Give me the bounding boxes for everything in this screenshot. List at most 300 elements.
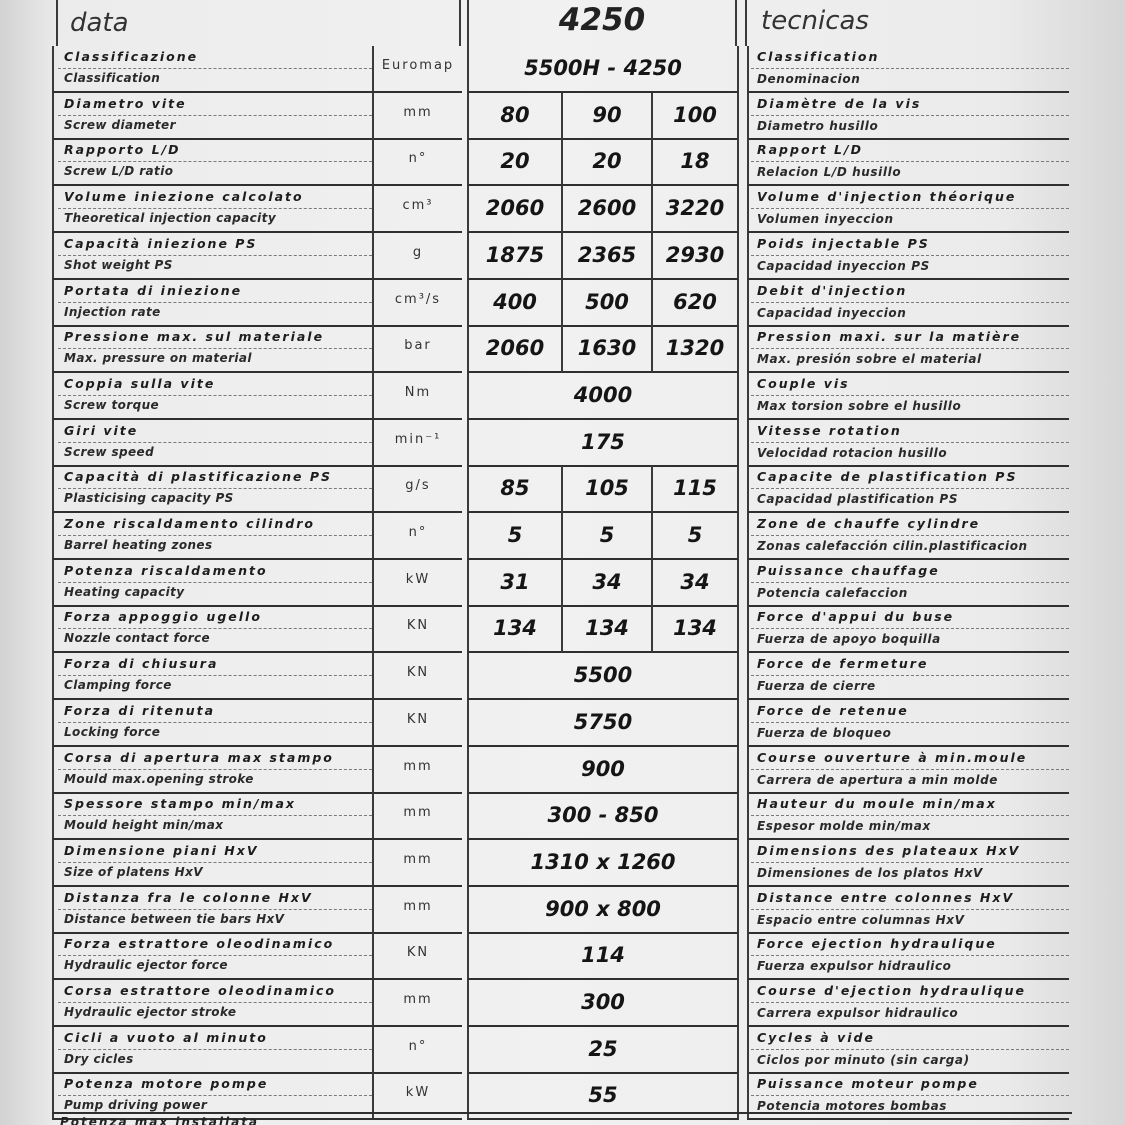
label-italian: Diametro vite bbox=[64, 95, 187, 111]
label-english: Shot weight PS bbox=[64, 257, 173, 272]
spec-label-fr-es bbox=[747, 793, 1069, 840]
label-english: Screw torque bbox=[64, 397, 160, 412]
spec-row bbox=[0, 513, 1125, 560]
label-english: Screw L/D ratio bbox=[64, 164, 174, 179]
spec-label-it-en bbox=[52, 1027, 372, 1074]
spec-label-it-en bbox=[52, 747, 372, 794]
unit-label: bar bbox=[404, 338, 432, 354]
dotted-divider bbox=[751, 955, 1069, 956]
label-italian: Giri vite bbox=[64, 422, 139, 438]
label-spanish: Carrera expulsor hidraulico bbox=[757, 1006, 959, 1020]
unit-cell bbox=[372, 887, 462, 934]
dotted-divider bbox=[58, 302, 372, 303]
unit-label: g/s bbox=[405, 478, 431, 494]
spec-row bbox=[0, 700, 1125, 747]
spec-row bbox=[0, 887, 1125, 934]
spec-value: 20 bbox=[500, 149, 530, 174]
spec-value: 90 bbox=[592, 102, 622, 127]
label-spanish: Max. presión sobre el material bbox=[757, 352, 982, 367]
dotted-divider bbox=[751, 348, 1069, 349]
header-right-title: tecnicas bbox=[761, 6, 869, 36]
label-italian: Capacità iniezione PS bbox=[64, 235, 258, 251]
dotted-divider bbox=[751, 395, 1069, 396]
label-italian: Classificazione bbox=[64, 49, 199, 64]
dotted-divider bbox=[751, 208, 1069, 209]
dotted-divider bbox=[751, 909, 1069, 910]
spec-value: 5 bbox=[599, 523, 615, 547]
spec-value: 85 bbox=[500, 476, 530, 501]
dotted-divider bbox=[751, 68, 1069, 69]
label-italian: Pressione max. sul materiale bbox=[64, 329, 325, 345]
value-cell bbox=[467, 606, 561, 653]
value-cell bbox=[467, 653, 739, 700]
spec-label-it-en bbox=[52, 887, 372, 934]
unit-label: mm bbox=[403, 992, 433, 1007]
spec-label-fr-es bbox=[747, 513, 1069, 560]
label-spanish: Capacidad plastification PS bbox=[757, 492, 959, 507]
header-model bbox=[467, 0, 737, 46]
dotted-divider bbox=[751, 535, 1069, 536]
dotted-divider bbox=[751, 582, 1069, 583]
value-cell bbox=[651, 280, 739, 327]
spec-row bbox=[0, 933, 1125, 980]
spec-value: 134 bbox=[673, 616, 717, 641]
label-spanish: Velocidad rotacion husillo bbox=[757, 445, 948, 460]
unit-cell bbox=[372, 513, 462, 560]
value-cell bbox=[467, 326, 561, 373]
dotted-divider bbox=[751, 442, 1069, 443]
label-italian: Dimensione piani HxV bbox=[64, 842, 259, 858]
dotted-divider bbox=[751, 161, 1069, 162]
spec-label-fr-es bbox=[747, 606, 1069, 653]
label-italian: Capacità di plastificazione PS bbox=[64, 469, 333, 485]
value-cell bbox=[467, 280, 561, 327]
label-spanish: Fuerza expulsor hidraulico bbox=[757, 959, 952, 974]
model-number: 4250 bbox=[558, 2, 646, 38]
spec-value: 1875 bbox=[485, 242, 545, 267]
spec-value: 34 bbox=[592, 569, 622, 594]
spec-label-fr-es bbox=[747, 560, 1069, 607]
label-french: Classification bbox=[757, 49, 880, 64]
spec-label-fr-es bbox=[747, 840, 1069, 887]
label-english: Dry cicles bbox=[64, 1051, 134, 1066]
label-french: Course d'ejection hydraulique bbox=[757, 983, 1027, 998]
spec-value: 134 bbox=[585, 616, 629, 641]
dotted-divider bbox=[58, 68, 372, 69]
spec-label-fr-es bbox=[747, 933, 1069, 980]
label-spanish: Ciclos por minuto (sin carga) bbox=[757, 1052, 970, 1067]
value-cell bbox=[651, 139, 739, 186]
dotted-divider bbox=[58, 955, 372, 956]
spec-value: 2060 bbox=[485, 196, 545, 221]
spec-row bbox=[0, 373, 1125, 420]
value-cell bbox=[467, 560, 561, 607]
dotted-divider bbox=[58, 115, 372, 116]
dotted-divider bbox=[58, 1049, 372, 1050]
spec-label-it-en bbox=[52, 980, 372, 1027]
label-english: Theoretical injection capacity bbox=[64, 211, 277, 226]
label-spanish: Capacidad inyeccion bbox=[757, 305, 907, 320]
label-spanish: Carrera de apertura a min molde bbox=[757, 772, 998, 787]
label-french: Puissance moteur pompe bbox=[757, 1076, 979, 1092]
value-cell bbox=[467, 420, 739, 467]
unit-label: KN bbox=[406, 665, 430, 681]
label-spanish: Max torsion sobre el husillo bbox=[757, 398, 962, 413]
dotted-divider bbox=[751, 1095, 1069, 1096]
footer-partial-row bbox=[52, 1112, 1072, 1125]
value-cell bbox=[467, 980, 739, 1027]
label-italian: Portata di iniezione bbox=[64, 282, 243, 298]
unit-label: min⁻¹ bbox=[394, 431, 442, 447]
spec-value: 400 bbox=[493, 289, 537, 314]
label-english: Screw speed bbox=[64, 444, 155, 459]
spec-value: 115 bbox=[673, 476, 717, 501]
unit-cell bbox=[372, 46, 462, 93]
dotted-divider bbox=[751, 302, 1069, 303]
spec-label-fr-es bbox=[747, 93, 1069, 140]
label-spanish: Diametro husillo bbox=[757, 118, 879, 133]
unit-label: kW bbox=[405, 1085, 431, 1101]
unit-label: mm bbox=[403, 898, 433, 914]
value-cell bbox=[467, 933, 739, 980]
dotted-divider bbox=[751, 115, 1069, 116]
dotted-divider bbox=[58, 442, 372, 443]
label-french: Vitesse rotation bbox=[757, 422, 902, 438]
unit-cell bbox=[372, 840, 462, 887]
spec-value: 620 bbox=[673, 289, 717, 314]
spec-label-it-en bbox=[52, 466, 372, 513]
label-italian: Cicli a vuoto al minuto bbox=[64, 1029, 268, 1045]
spec-label-fr-es bbox=[747, 326, 1069, 373]
spec-value: 31 bbox=[500, 569, 530, 594]
unit-cell bbox=[372, 420, 462, 467]
label-english: Size of platens HxV bbox=[64, 864, 203, 879]
spec-label-it-en bbox=[52, 93, 372, 140]
value-cell bbox=[467, 93, 561, 140]
value-cell bbox=[651, 606, 739, 653]
spec-label-it-en bbox=[52, 606, 372, 653]
unit-cell bbox=[372, 93, 462, 140]
spec-label-it-en bbox=[52, 840, 372, 887]
unit-cell bbox=[372, 700, 462, 747]
dotted-divider bbox=[58, 161, 372, 162]
label-french: Course ouverture à min.moule bbox=[757, 749, 1028, 765]
spec-row bbox=[0, 186, 1125, 233]
spec-label-fr-es bbox=[747, 280, 1069, 327]
unit-label: Nm bbox=[404, 384, 432, 400]
spec-row bbox=[0, 840, 1125, 887]
spec-value: 80 bbox=[500, 102, 530, 127]
label-french: Cycles à vide bbox=[757, 1029, 875, 1045]
value-cell bbox=[467, 139, 561, 186]
dotted-divider bbox=[58, 488, 372, 489]
spec-label-fr-es bbox=[747, 653, 1069, 700]
value-cell bbox=[467, 793, 739, 840]
spec-row bbox=[0, 980, 1125, 1027]
label-italian: Potenza motore pompe bbox=[64, 1076, 269, 1092]
label-english: Injection rate bbox=[64, 304, 161, 319]
label-italian: Spessore stampo min/max bbox=[64, 796, 296, 812]
value-cell bbox=[651, 93, 739, 140]
label-spanish: Fuerza de cierre bbox=[757, 679, 876, 694]
dotted-divider bbox=[58, 675, 372, 676]
unit-label: n° bbox=[408, 151, 428, 167]
dotted-divider bbox=[751, 675, 1069, 676]
dotted-divider bbox=[751, 255, 1069, 256]
unit-cell bbox=[372, 747, 462, 794]
spec-label-it-en bbox=[52, 139, 372, 186]
label-italian: Corsa estrattore oleodinamico bbox=[64, 983, 336, 998]
label-english: Nozzle contact force bbox=[64, 631, 211, 646]
label-italian: Forza di chiusura bbox=[64, 656, 219, 672]
unit-label: Euromap bbox=[381, 58, 455, 73]
spec-row bbox=[0, 420, 1125, 467]
spec-value: 34 bbox=[680, 569, 710, 594]
unit-label: KN bbox=[406, 711, 430, 727]
label-italian: Forza appoggio ugello bbox=[64, 609, 262, 625]
spec-value: 300 bbox=[581, 990, 625, 1014]
spec-label-it-en bbox=[52, 700, 372, 747]
spec-value: 20 bbox=[592, 149, 622, 174]
spec-value: 55 bbox=[588, 1083, 618, 1108]
label-french: Hauteur du moule min/max bbox=[757, 796, 997, 812]
spec-row bbox=[0, 793, 1125, 840]
spec-label-fr-es bbox=[747, 466, 1069, 513]
spec-row bbox=[0, 560, 1125, 607]
label-spanish: Dimensiones de los platos HxV bbox=[757, 865, 983, 880]
spec-row bbox=[0, 46, 1125, 93]
label-french: Diamètre de la vis bbox=[757, 95, 922, 111]
value-cell bbox=[467, 186, 561, 233]
unit-cell bbox=[372, 606, 462, 653]
value-cell bbox=[467, 1027, 739, 1074]
label-english: Hydraulic ejector force bbox=[64, 958, 228, 973]
unit-label: cm³/s bbox=[394, 291, 442, 307]
dotted-divider bbox=[58, 722, 372, 723]
spec-label-it-en bbox=[52, 280, 372, 327]
spec-value: 3220 bbox=[665, 196, 725, 221]
dotted-divider bbox=[58, 862, 372, 863]
spec-value: 900 bbox=[581, 756, 625, 781]
dotted-divider bbox=[58, 208, 372, 209]
label-italian: Rapporto L/D bbox=[64, 142, 181, 158]
label-french: Zone de chauffe cylindre bbox=[757, 516, 981, 531]
spec-label-fr-es bbox=[747, 1027, 1069, 1074]
value-cell bbox=[651, 513, 739, 560]
label-english: Heating capacity bbox=[64, 584, 185, 599]
value-cell bbox=[561, 93, 651, 140]
label-french: Force de retenue bbox=[757, 702, 909, 718]
label-french: Dimensions des plateaux HxV bbox=[757, 842, 1021, 858]
value-cell bbox=[561, 466, 651, 513]
value-cell bbox=[561, 513, 651, 560]
dotted-divider bbox=[751, 488, 1069, 489]
unit-cell bbox=[372, 373, 462, 420]
value-cell bbox=[561, 139, 651, 186]
label-english: Pump driving power bbox=[64, 1098, 208, 1113]
spec-label-it-en bbox=[52, 326, 372, 373]
spec-value: 900 x 800 bbox=[545, 896, 661, 921]
label-french: Distance entre colonnes HxV bbox=[757, 889, 1015, 905]
spec-value: 2930 bbox=[665, 242, 725, 267]
value-cell bbox=[561, 606, 651, 653]
label-italian: Coppia sulla vite bbox=[64, 375, 216, 391]
unit-label: KN bbox=[406, 945, 430, 961]
value-cell bbox=[561, 326, 651, 373]
dotted-divider bbox=[751, 722, 1069, 723]
dotted-divider bbox=[58, 255, 372, 256]
label-spanish: Denominacion bbox=[757, 72, 861, 86]
spec-value: 5500H - 4250 bbox=[524, 56, 682, 80]
value-cell bbox=[467, 887, 739, 934]
label-english: Hydraulic ejector stroke bbox=[64, 1005, 237, 1019]
spec-row bbox=[0, 280, 1125, 327]
spec-value: 4000 bbox=[573, 382, 633, 407]
spec-value: 25 bbox=[588, 1036, 618, 1061]
spec-label-fr-es bbox=[747, 46, 1069, 93]
footer-partial-label: Potenza max installata bbox=[60, 1115, 260, 1125]
spec-value: 300 - 850 bbox=[547, 803, 659, 828]
label-french: Puissance chauffage bbox=[757, 562, 940, 578]
spec-label-fr-es bbox=[747, 747, 1069, 794]
dotted-divider bbox=[58, 395, 372, 396]
label-english: Clamping force bbox=[64, 678, 172, 693]
spec-label-fr-es bbox=[747, 887, 1069, 934]
label-french: Debit d'injection bbox=[757, 282, 908, 298]
label-french: Force d'appui du buse bbox=[757, 609, 955, 625]
label-french: Force de fermeture bbox=[757, 656, 929, 672]
label-french: Volume d'injection théorique bbox=[757, 189, 1017, 205]
spec-label-fr-es bbox=[747, 420, 1069, 467]
value-cell bbox=[467, 700, 739, 747]
label-english: Max. pressure on material bbox=[64, 351, 252, 366]
unit-cell bbox=[372, 466, 462, 513]
label-spanish: Capacidad inyeccion PS bbox=[757, 258, 930, 273]
spec-label-it-en bbox=[52, 793, 372, 840]
spec-label-it-en bbox=[52, 420, 372, 467]
spec-value: 1320 bbox=[665, 336, 725, 361]
spec-label-fr-es bbox=[747, 980, 1069, 1027]
value-cell bbox=[561, 560, 651, 607]
unit-label: KN bbox=[406, 618, 430, 634]
label-english: Mould max.opening stroke bbox=[64, 771, 254, 786]
header-right bbox=[745, 0, 1068, 46]
spec-row bbox=[0, 326, 1125, 373]
label-italian: Potenza riscaldamento bbox=[64, 562, 268, 578]
spec-value: 5750 bbox=[573, 709, 633, 734]
label-french: Capacite de plastification PS bbox=[757, 469, 1018, 485]
label-english: Classification bbox=[64, 71, 161, 85]
unit-cell bbox=[372, 793, 462, 840]
spec-row bbox=[0, 653, 1125, 700]
dotted-divider bbox=[58, 582, 372, 583]
spec-row bbox=[0, 747, 1125, 794]
dotted-divider bbox=[751, 1049, 1069, 1050]
spec-value: 2600 bbox=[577, 196, 637, 221]
label-italian: Forza di ritenuta bbox=[64, 702, 216, 718]
spec-label-it-en bbox=[52, 373, 372, 420]
value-cell bbox=[467, 46, 739, 93]
label-english: Locking force bbox=[64, 724, 161, 739]
dotted-divider bbox=[751, 769, 1069, 770]
spec-label-fr-es bbox=[747, 186, 1069, 233]
label-spanish: Potencia motores bombas bbox=[757, 1099, 948, 1114]
dotted-divider bbox=[58, 348, 372, 349]
dotted-divider bbox=[58, 1002, 372, 1003]
spec-value: 100 bbox=[673, 102, 717, 127]
value-cell bbox=[651, 466, 739, 513]
unit-cell bbox=[372, 653, 462, 700]
spec-label-it-en bbox=[52, 233, 372, 280]
value-cell bbox=[651, 233, 739, 280]
unit-cell bbox=[372, 139, 462, 186]
spec-value: 5 bbox=[507, 523, 523, 547]
value-cell bbox=[467, 840, 739, 887]
spec-value: 500 bbox=[585, 289, 629, 314]
label-french: Rapport L/D bbox=[757, 142, 863, 158]
unit-label: n° bbox=[408, 525, 428, 540]
header-left bbox=[56, 0, 461, 46]
label-spanish: Potencia calefaccion bbox=[757, 585, 908, 600]
label-spanish: Fuerza de apoyo boquilla bbox=[757, 632, 941, 647]
spec-value: 134 bbox=[493, 616, 537, 641]
label-italian: Volume iniezione calcolato bbox=[64, 189, 304, 205]
label-spanish: Volumen inyeccion bbox=[757, 212, 894, 227]
value-cell bbox=[467, 513, 561, 560]
spec-value: 105 bbox=[585, 476, 629, 501]
label-spanish: Zonas calefacción cilin.plastificacion bbox=[757, 539, 1028, 553]
label-english: Distance between tie bars HxV bbox=[64, 911, 285, 926]
label-english: Screw diameter bbox=[64, 117, 176, 132]
spec-label-fr-es bbox=[747, 700, 1069, 747]
unit-cell bbox=[372, 186, 462, 233]
spec-value: 1310 x 1260 bbox=[530, 849, 676, 874]
unit-label: mm bbox=[403, 805, 433, 821]
label-english: Barrel heating zones bbox=[64, 538, 213, 552]
spec-row bbox=[0, 466, 1125, 513]
value-cell bbox=[467, 466, 561, 513]
spec-label-it-en bbox=[52, 46, 372, 93]
spec-label-it-en bbox=[52, 560, 372, 607]
dotted-divider bbox=[58, 815, 372, 816]
label-italian: Forza estrattore oleodinamico bbox=[64, 936, 335, 952]
value-cell bbox=[651, 186, 739, 233]
spec-row bbox=[0, 93, 1125, 140]
spec-label-fr-es bbox=[747, 233, 1069, 280]
spec-row bbox=[0, 606, 1125, 653]
label-spanish: Espesor molde min/max bbox=[757, 819, 931, 834]
unit-label: n° bbox=[408, 1038, 428, 1054]
label-french: Pression maxi. sur la matière bbox=[757, 329, 1022, 345]
spec-value: 18 bbox=[680, 149, 710, 174]
label-spanish: Fuerza de bloqueo bbox=[757, 725, 892, 740]
spec-label-it-en bbox=[52, 933, 372, 980]
spec-label-it-en bbox=[52, 186, 372, 233]
label-french: Poids injectable PS bbox=[757, 235, 930, 251]
spec-value: 1630 bbox=[577, 336, 637, 361]
unit-label: kW bbox=[405, 571, 431, 587]
unit-label: mm bbox=[403, 104, 433, 120]
unit-label: g bbox=[412, 244, 424, 260]
value-cell bbox=[561, 280, 651, 327]
value-cell bbox=[467, 747, 739, 794]
value-cell bbox=[561, 186, 651, 233]
label-french: Couple vis bbox=[757, 375, 850, 391]
unit-cell bbox=[372, 560, 462, 607]
label-english: Mould height min/max bbox=[64, 818, 224, 833]
unit-label: mm bbox=[403, 758, 433, 774]
value-cell bbox=[561, 233, 651, 280]
